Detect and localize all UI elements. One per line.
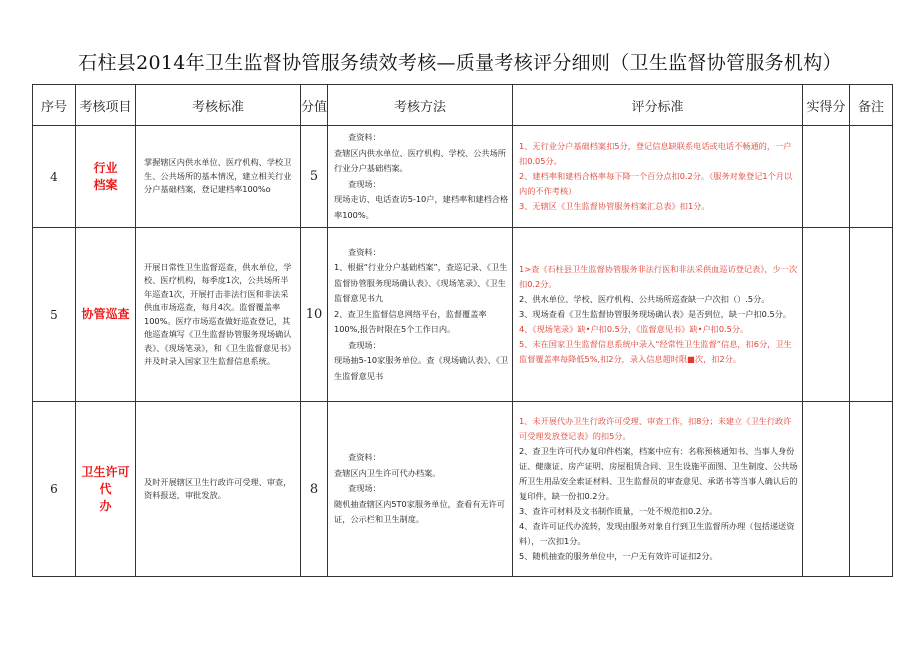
criteria-line: 3、无辖区《卫生监督协管服务档案汇总表》扣1分。 <box>519 201 710 211</box>
page-title: 石柱县2014年卫生监督协管服务绩效考核—质量考核评分细则（卫生监督协管服务机构） <box>78 52 842 74</box>
method-line: 查辖区内卫生许可代办档案。 <box>334 467 441 478</box>
row-score: 5 <box>301 126 328 228</box>
method-line: 查现场： <box>348 178 381 189</box>
row-standard: 掌握辖区内供水单位、医疗机构、学校卫生、公共场所的基本情况，建立相关行业分户基础档案，登记建档率100%o <box>136 126 301 228</box>
criteria-line: 5、随机抽查的服务单位中，一户无有效许可证扣2分。 <box>519 551 718 561</box>
row-seq: 5 <box>33 228 76 402</box>
header-row <box>33 85 893 126</box>
criteria-line: 1、无行业分户基础档案扣5分，登记信息缺联系电话或电话不畅通的，一户扣0.05分。 <box>519 141 792 166</box>
criteria-line: 1>查《石柱县卫生监督协管服务非法行医和非法采供血巡访登记表》，少一次扣0.2分。 <box>519 264 798 289</box>
criteria-line: 1、未开展代办卫生行政许可受理、审查工作，扣8分；未建立《卫生行政许可受理发放登记表》的扣5分。 <box>519 416 792 441</box>
row-standard: 开展日常性卫生监督巡查，供水单位，学校、医疗机构，每季度1次，公共场所半年巡查1次，开展打击非法行医和非法采供血市场巡查，每月4次。监督覆盖率100%。医疗市场巡查做好巡查登记，其他巡查填写《卫生监督协管服务现场确认表》、《现场笔录》，和《卫生监督意见书》并及时录入国家卫生监督信息系统。 <box>136 228 301 402</box>
header-criteria: 评分标准 <box>513 85 803 126</box>
header-actual-score: 实得分 <box>803 85 850 126</box>
method-line: 查现场： <box>348 483 381 494</box>
method-line: 查辖区内供水单位、医疗机构、学校、公共场所行业分户基础档案。 <box>334 147 506 173</box>
row-criteria <box>513 126 803 228</box>
criteria-line: 3、现场查看《卫生监督协管服务现场确认表》是否到位，缺一户扣0.5分。 <box>519 309 792 319</box>
row-actual-score[interactable] <box>803 402 850 577</box>
method-line: 查现场： <box>348 339 381 350</box>
row-item <box>76 228 136 402</box>
criteria-line: 2、供水单位、学校、医疗机构、公共场所巡查缺一户次扣（）.5分。 <box>519 294 770 304</box>
method-line: 1、根据“行业分户基础档案”，查巡记录、《卫生监督协管服务现场确认表》、《现场笔录》、《卫生监督意见书九 <box>334 262 508 304</box>
method-line: 查资料： <box>348 452 381 463</box>
header-remarks: 备注 <box>850 85 893 126</box>
row-seq: 4 <box>33 126 76 228</box>
header-seq: 序号 <box>33 85 76 126</box>
method-line: 查资料： <box>348 246 381 257</box>
header-score: 分值 <box>301 85 328 126</box>
method-line: 查资料： <box>348 132 381 142</box>
row-remarks[interactable] <box>850 126 893 228</box>
item-text: 档案 <box>93 177 118 192</box>
criteria-line: 4、查许可证代办流转，发现由服务对象自行到卫生监督所办理（包括递送资料），一次扣1分。 <box>519 521 795 546</box>
table-row <box>33 126 893 228</box>
method-line: 随机抽查辖区内5T0家服务单位，查看有无许可证，公示栏和卫生制度。 <box>334 498 505 525</box>
header-method: 考核方法 <box>328 85 513 126</box>
row-method <box>328 126 513 228</box>
method-line: 现场走访、电话查访5-10户，建档率和建档合格率100%。 <box>334 194 509 220</box>
row-criteria <box>513 228 803 402</box>
item-text: 协管巡查 <box>81 307 130 321</box>
row-standard: 及时开展辖区卫生行政许可受理、审查，资料报送，审批发放。 <box>136 402 301 577</box>
method-line: 现场抽5-10家服务单位。查《现场确认表》、《卫生监督意见书 <box>334 355 509 381</box>
row-criteria <box>513 402 803 577</box>
criteria-line: 4、《现场笔录》缺•户扣0.5分，《监督意见书》缺•户扣0.5分。 <box>519 324 749 334</box>
item-text: 办 <box>99 498 112 513</box>
row-actual-score[interactable] <box>803 228 850 402</box>
item-text: 行业 <box>93 160 118 175</box>
row-method <box>328 228 513 402</box>
row-actual-score[interactable] <box>803 126 850 228</box>
table-row <box>33 402 893 577</box>
row-remarks[interactable] <box>850 228 893 402</box>
row-score: 8 <box>301 402 328 577</box>
criteria-line: 3、查许可材料及文书制作质量，一处不规范扣0.2分。 <box>519 506 718 516</box>
criteria-line: 2、查卫生许可代办复印件档案，档案中应有：名称预核通知书、当事人身份证、健康证、房产证明、房屋租赁合同、卫生设施平面图、卫生制度、公共场所卫生用品安全索证材料、卫生监督员的审查意见、承诺书等当事人确认后的复印件，缺一份扣0.2分。 <box>519 446 798 501</box>
row-score: 10 <box>301 228 328 402</box>
row-item <box>76 402 136 577</box>
scoring-table <box>32 84 893 577</box>
item-text: 卫生许可代 <box>81 464 130 496</box>
row-remarks[interactable] <box>850 402 893 577</box>
method-line: 2、查卫生监督信息网络平台，监督覆盖率100%,报告时限在5个工作日内。 <box>334 308 487 335</box>
header-item: 考核项目 <box>76 85 136 126</box>
row-method <box>328 402 513 577</box>
table-row <box>33 228 893 402</box>
row-item <box>76 126 136 228</box>
criteria-line: 5、未在国家卫生监督信息系统中录入“经常性卫生监督”信息，扣6分，卫生监督覆盖率每降低5%,扣2分，录入信息超时限■次，扣2分。 <box>519 339 792 364</box>
criteria-line: 2、建档率和建档合格率每下降一个百分点扣0.2分。（服务对象登记1个月以内的不作考核） <box>519 171 793 196</box>
header-standard: 考核标准 <box>136 85 301 126</box>
row-seq: 6 <box>33 402 76 577</box>
